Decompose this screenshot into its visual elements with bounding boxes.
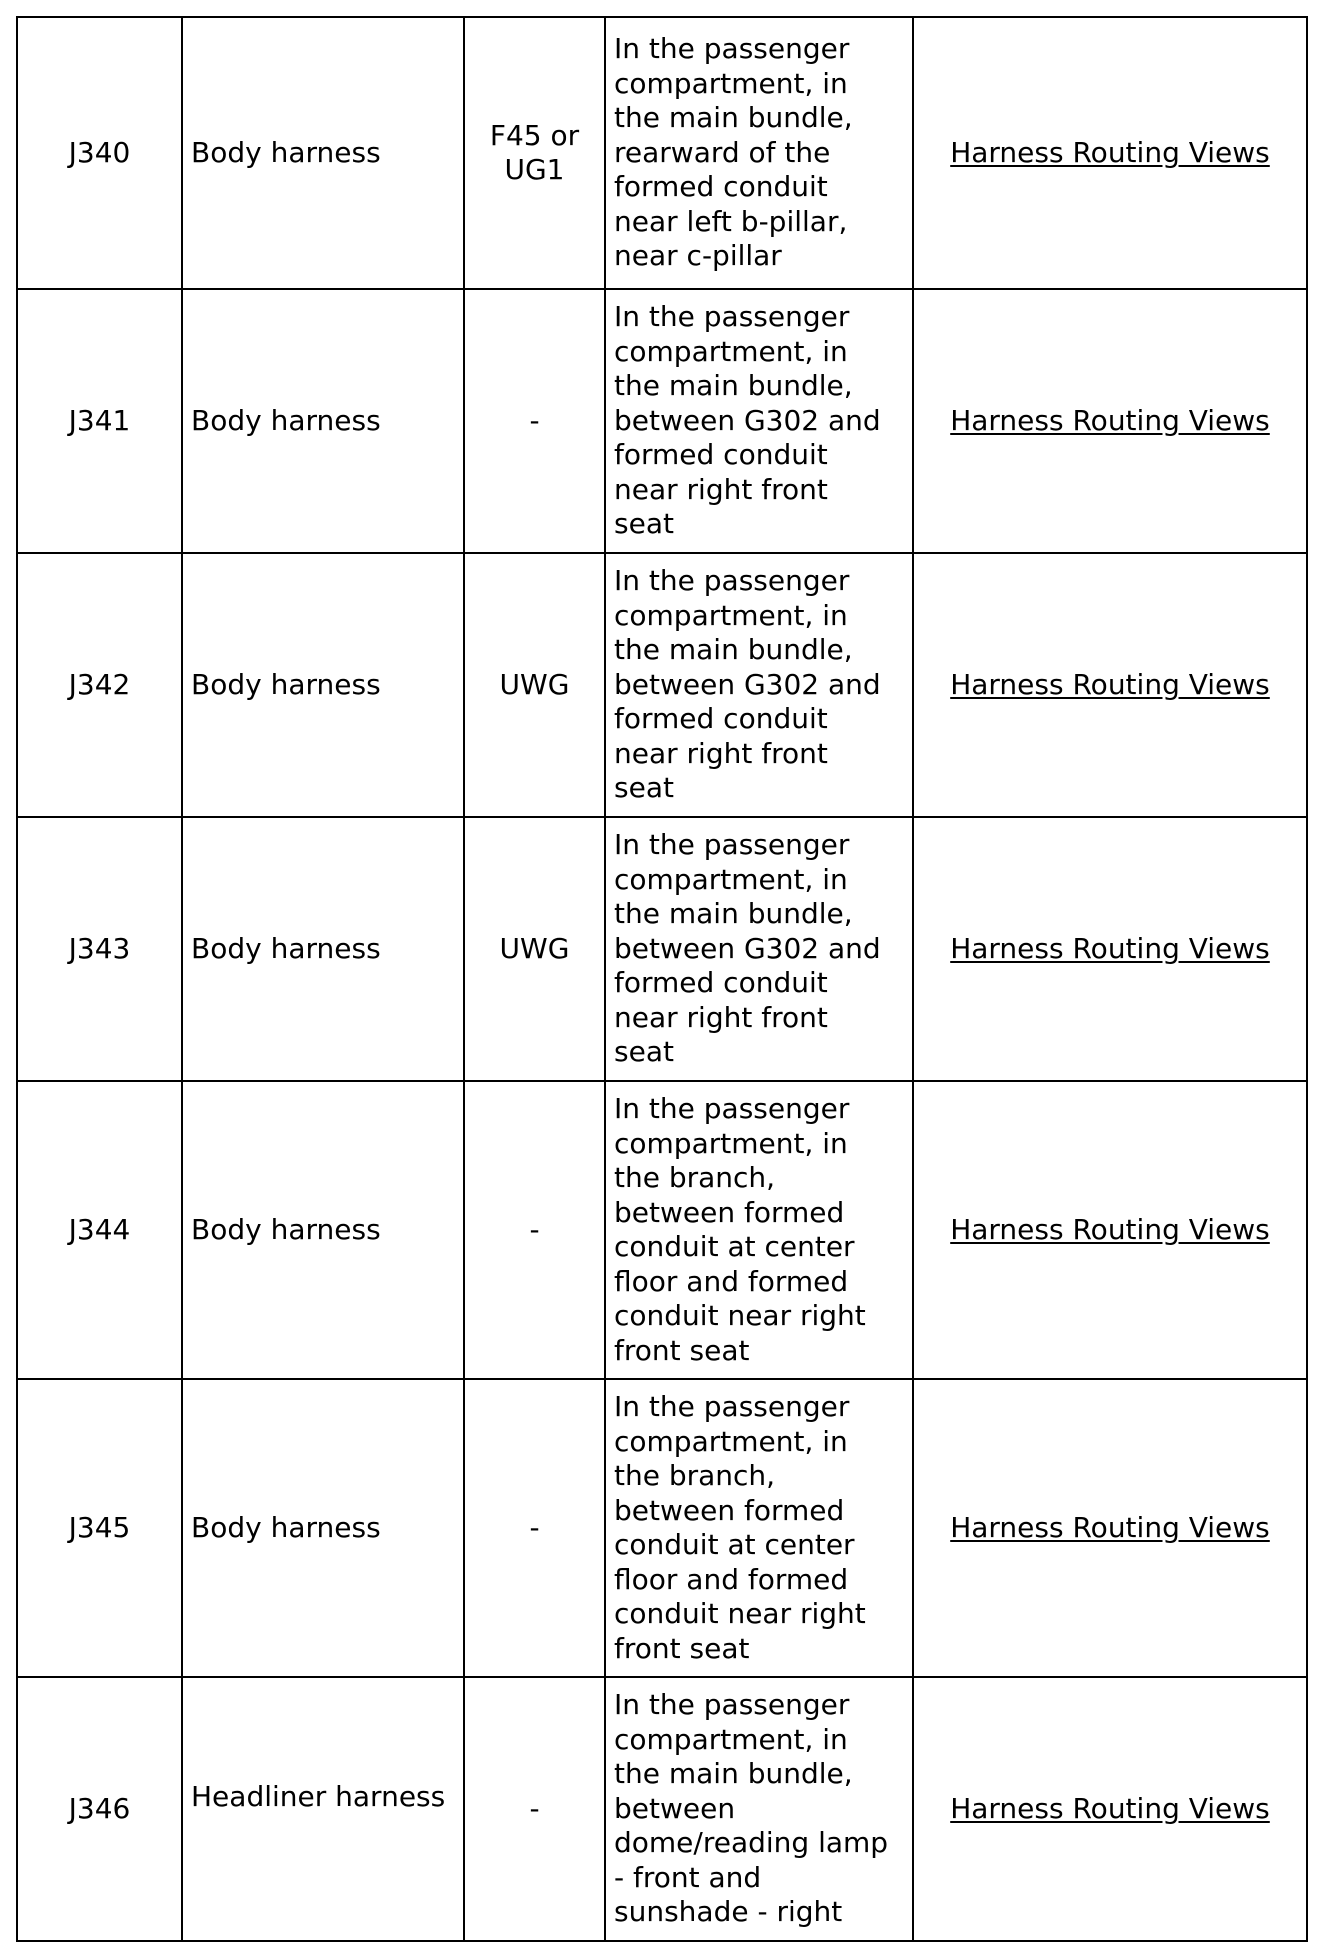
location-line: compartment, in bbox=[614, 1126, 848, 1160]
location-line: rearward of the bbox=[614, 135, 831, 169]
option-cell bbox=[464, 1081, 605, 1379]
location-line: between G302 and bbox=[614, 403, 881, 437]
splice-id: J343 bbox=[68, 932, 131, 965]
location-cell bbox=[605, 17, 913, 289]
location-line: seat bbox=[614, 771, 674, 805]
routing-link-cell bbox=[913, 1677, 1307, 1941]
location-line: front seat bbox=[614, 1333, 750, 1367]
location-line: dome/reading lamp bbox=[614, 1826, 889, 1860]
location-line: In the passenger bbox=[614, 1390, 850, 1423]
location-cell bbox=[605, 817, 913, 1081]
splice-id: J340 bbox=[68, 136, 131, 169]
location-line: compartment, in bbox=[614, 862, 848, 896]
location-line: sunshade - right bbox=[614, 1895, 843, 1929]
location-line: seat bbox=[614, 1035, 674, 1069]
harness-name: Body harness bbox=[191, 404, 381, 437]
location-line: the branch, bbox=[614, 1459, 776, 1492]
harness-cell bbox=[182, 1677, 464, 1941]
location-line: formed conduit bbox=[614, 438, 828, 472]
table-body bbox=[17, 17, 1307, 1941]
option-cell bbox=[464, 817, 605, 1081]
splice-id: J346 bbox=[68, 1792, 131, 1825]
harness-routing-views-link[interactable]: Harness Routing Views bbox=[950, 136, 1270, 169]
location-line: between formed bbox=[614, 1195, 845, 1229]
splice-id-cell bbox=[17, 17, 182, 289]
location-line: the main bundle, bbox=[614, 1757, 853, 1791]
harness-routing-views-link[interactable]: Harness Routing Views bbox=[950, 1213, 1270, 1246]
splice-id: J342 bbox=[68, 668, 131, 701]
location-cell bbox=[605, 289, 913, 553]
location-line: conduit at center bbox=[614, 1230, 855, 1263]
location-line: the branch, bbox=[614, 1161, 776, 1194]
option-line: UWG bbox=[499, 932, 570, 965]
splice-id: J345 bbox=[68, 1511, 131, 1544]
option-cell bbox=[464, 1379, 605, 1677]
routing-link-cell bbox=[913, 817, 1307, 1081]
harness-routing-views-link[interactable]: Harness Routing Views bbox=[950, 1511, 1270, 1544]
splice-id-cell bbox=[17, 1677, 182, 1941]
harness-name: Body harness bbox=[191, 932, 381, 965]
table-row bbox=[17, 1379, 1307, 1677]
location-line: formed conduit bbox=[614, 170, 828, 204]
location-line: floor and formed bbox=[614, 1562, 849, 1596]
harness-routing-views-link[interactable]: Harness Routing Views bbox=[950, 668, 1270, 701]
location-line: front seat bbox=[614, 1631, 750, 1665]
splice-id-cell bbox=[17, 1081, 182, 1379]
location-line: formed conduit bbox=[614, 702, 828, 736]
location-line: conduit near right bbox=[614, 1597, 866, 1630]
routing-link-cell bbox=[913, 289, 1307, 553]
location-line: the main bundle, bbox=[614, 101, 853, 135]
harness-name: Body harness bbox=[191, 668, 381, 701]
harness-cell bbox=[182, 1081, 464, 1379]
table-row bbox=[17, 553, 1307, 817]
location-cell bbox=[605, 553, 913, 817]
option-line: UG1 bbox=[504, 153, 565, 186]
location-line: formed conduit bbox=[614, 966, 828, 1000]
option-cell bbox=[464, 17, 605, 289]
location-line: In the passenger bbox=[614, 1688, 850, 1722]
harness-name: Body harness bbox=[191, 1511, 381, 1544]
location-line: near right front bbox=[614, 1000, 828, 1034]
harness-name: Body harness bbox=[191, 136, 381, 169]
option-cell bbox=[464, 1677, 605, 1941]
location-line: conduit near right bbox=[614, 1299, 866, 1332]
harness-routing-views-link[interactable]: Harness Routing Views bbox=[950, 1792, 1270, 1825]
option-line: UWG bbox=[499, 668, 570, 701]
location-line: In the passenger bbox=[614, 300, 850, 334]
harness-cell bbox=[182, 817, 464, 1081]
location-cell bbox=[605, 1677, 913, 1941]
location-line: between formed bbox=[614, 1493, 845, 1527]
location-line: - front and bbox=[614, 1860, 762, 1894]
location-line: seat bbox=[614, 507, 674, 541]
location-cell bbox=[605, 1379, 913, 1677]
splice-id: J344 bbox=[68, 1213, 131, 1246]
routing-link-cell bbox=[913, 1081, 1307, 1379]
table-row bbox=[17, 1677, 1307, 1941]
option-line: F45 or bbox=[489, 119, 580, 152]
location-line: floor and formed bbox=[614, 1264, 849, 1298]
routing-link-cell bbox=[913, 1379, 1307, 1677]
location-line: In the passenger bbox=[614, 32, 850, 66]
table-row bbox=[17, 817, 1307, 1081]
harness-cell bbox=[182, 17, 464, 289]
location-line: In the passenger bbox=[614, 828, 850, 862]
location-line: conduit at center bbox=[614, 1528, 855, 1561]
table-row bbox=[17, 17, 1307, 289]
option-line: - bbox=[529, 1792, 540, 1825]
splice-id-cell bbox=[17, 817, 182, 1081]
splice-id: J341 bbox=[68, 404, 131, 437]
location-line: between bbox=[614, 1791, 736, 1825]
harness-cell bbox=[182, 289, 464, 553]
harness-cell bbox=[182, 1379, 464, 1677]
option-line: - bbox=[529, 404, 540, 437]
harness-name: Body harness bbox=[191, 1213, 381, 1246]
location-line: compartment, in bbox=[614, 598, 848, 632]
location-line: compartment, in bbox=[614, 334, 848, 368]
location-line: near left b-pillar, bbox=[614, 204, 848, 238]
option-cell bbox=[464, 289, 605, 553]
routing-link-cell bbox=[913, 553, 1307, 817]
splice-id-cell bbox=[17, 289, 182, 553]
table-row bbox=[17, 1081, 1307, 1379]
location-line: the main bundle, bbox=[614, 897, 853, 931]
location-line: In the passenger bbox=[614, 1092, 850, 1125]
option-cell bbox=[464, 553, 605, 817]
option-line: - bbox=[529, 1213, 540, 1246]
location-line: between G302 and bbox=[614, 667, 881, 701]
location-line: the main bundle, bbox=[614, 369, 853, 403]
location-line: near right front bbox=[614, 472, 828, 506]
splice-id-cell bbox=[17, 553, 182, 817]
harness-name: Headliner harness bbox=[191, 1780, 446, 1813]
location-line: the main bundle, bbox=[614, 633, 853, 667]
option-line: - bbox=[529, 1511, 540, 1544]
location-line: near c-pillar bbox=[614, 239, 782, 273]
location-line: compartment, in bbox=[614, 1722, 848, 1756]
splice-id-cell bbox=[17, 1379, 182, 1677]
location-line: between G302 and bbox=[614, 931, 881, 965]
table-row bbox=[17, 289, 1307, 553]
location-line: In the passenger bbox=[614, 564, 850, 598]
routing-link-cell bbox=[913, 17, 1307, 289]
harness-routing-views-link[interactable]: Harness Routing Views bbox=[950, 932, 1270, 965]
harness-cell bbox=[182, 553, 464, 817]
splice-location-table bbox=[16, 16, 1308, 1942]
location-line: near right front bbox=[614, 736, 828, 770]
location-line: compartment, in bbox=[614, 66, 848, 100]
location-cell bbox=[605, 1081, 913, 1379]
harness-routing-views-link[interactable]: Harness Routing Views bbox=[950, 404, 1270, 437]
location-line: compartment, in bbox=[614, 1424, 848, 1458]
